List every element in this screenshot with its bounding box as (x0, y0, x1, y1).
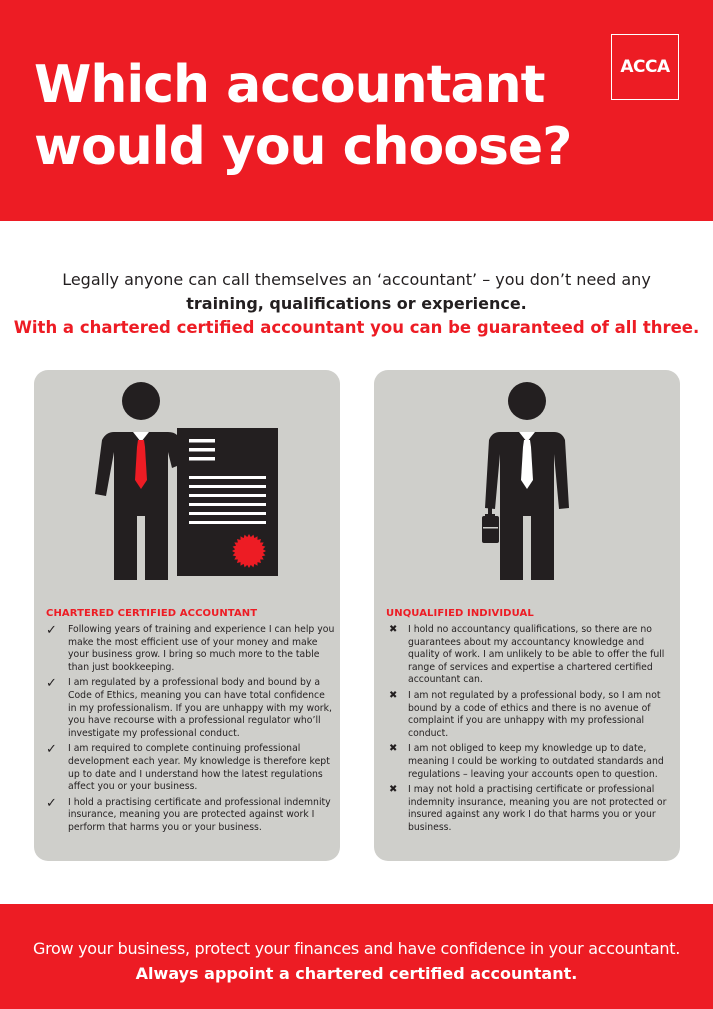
list-item (386, 743, 676, 781)
cross-icon: ✖ (389, 624, 398, 635)
logo-text: ACCA (620, 57, 670, 77)
panel-heading-chartered: CHARTERED CERTIFIED ACCOUNTANT (46, 608, 258, 619)
list-item (46, 743, 336, 793)
list-item (46, 624, 336, 674)
panel-heading-unqualified: UNQUALIFIED INDIVIDUAL (386, 608, 534, 619)
header-banner (0, 0, 713, 221)
list-item (46, 797, 336, 835)
list-item (46, 677, 336, 740)
check-icon: ✓ (46, 623, 57, 638)
title-line-2: would you choose? (34, 117, 572, 177)
title-line-1: Which accountant (34, 55, 545, 115)
item-text: I am regulated by a professional body and bound by a Code of Ethics, meaning you can have total confidence in my professionalism. If you are unhappy with my work, you have recourse with a professional regulator who’ll investigate my professional conduct. (68, 677, 332, 739)
item-text: Following years of training and experience I can help you make the most efficient use of your money and make your business grow. I bring so much more to the table than just bookkeeping. (68, 624, 335, 673)
item-text: I may not hold a practising certificate or professional indemnity insurance, meaning you are not protected or insured against any work I do that harms you or your business. (408, 784, 667, 833)
cross-icon: ✖ (389, 784, 398, 796)
chartered-benefits-list (46, 624, 336, 838)
check-icon: ✓ (46, 742, 57, 758)
list-item (386, 624, 676, 687)
item-text: I hold no accountancy qualifications, so there are no guarantees about my accountancy knowledge and quality of work. I am unlikely to be able to offer the full range of services and expertise a chartered certified accountant can. (408, 624, 665, 686)
footer-line-2: Always appoint a chartered certified accountant. (135, 964, 578, 983)
list-item (386, 690, 676, 740)
list-item (386, 784, 676, 834)
footer-text (0, 936, 713, 986)
page-title (34, 54, 594, 178)
cross-icon: ✖ (389, 743, 398, 755)
footer-line-1: Grow your business, protect your finances and have confidence in your accountant. (33, 939, 680, 958)
intro-text (0, 268, 713, 340)
intro-line-2: training, qualifications or experience. (186, 294, 527, 313)
footer-banner (0, 904, 713, 1009)
check-icon: ✓ (46, 795, 57, 811)
check-icon: ✓ (46, 676, 57, 692)
item-text: I am not obliged to keep my knowledge up to date, meaning I could be working to outdated standards and regulations – leaving your accounts open to question. (408, 743, 664, 780)
unqualified-individual-panel (374, 370, 680, 861)
acca-logo (611, 34, 679, 100)
cross-icon: ✖ (389, 689, 398, 701)
intro-line-1: Legally anyone can call themselves an ‘accountant’ – you don’t need any (62, 270, 651, 289)
man-with-briefcase-icon (374, 370, 680, 600)
unqualified-risks-list (386, 624, 676, 838)
item-text: I am not regulated by a professional body, so I am not bound by a code of ethics and there is no avenue of complaint if you are unhappy with my professional conduct. (408, 689, 661, 739)
intro-line-3: With a chartered certified accountant you can be guaranteed of all three. (13, 318, 700, 337)
chartered-accountant-panel (34, 370, 340, 861)
businessman-with-certificate-icon (34, 370, 340, 600)
item-text: I hold a practising certificate and professional indemnity insurance, meaning you are protected against work I perform that harms you or your business. (68, 796, 331, 833)
item-text: I am required to complete continuing professional development each year. My knowledge is therefore kept up to date and I understand how the latest regulations affect you or your business. (68, 743, 330, 793)
